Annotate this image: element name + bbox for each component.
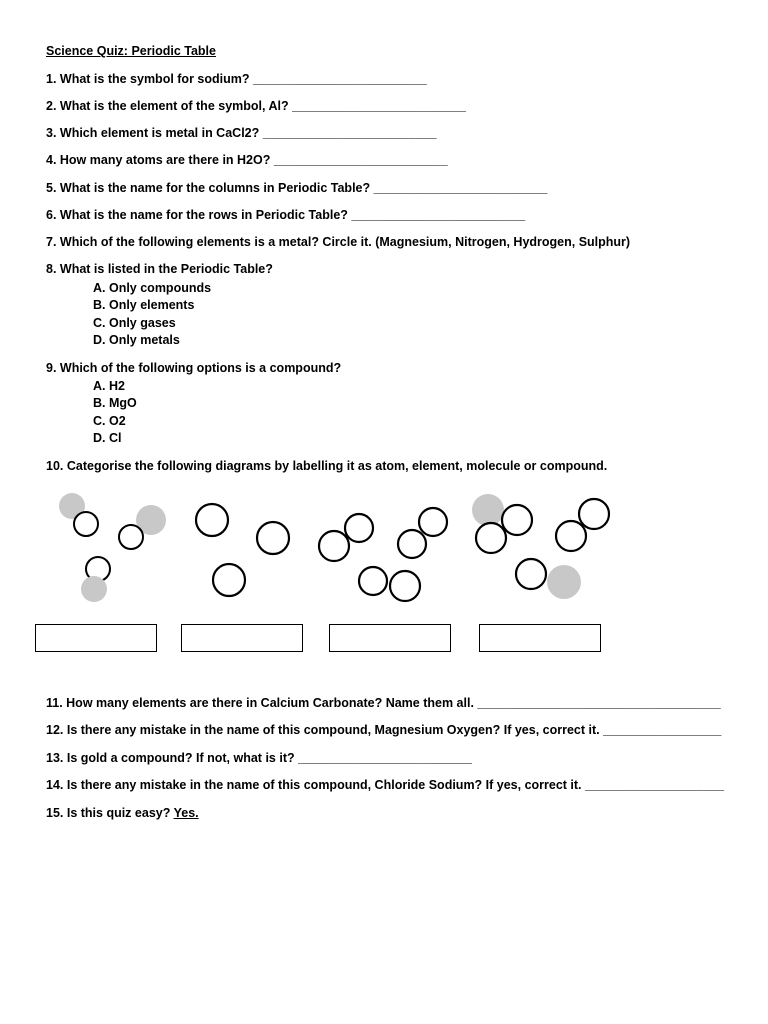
- question-text: 4. How many atoms are there in H2O?: [46, 153, 271, 167]
- diagram-3-molecule: [319, 508, 447, 601]
- question-2: [46, 99, 466, 113]
- diagram-4-compound: [472, 494, 609, 599]
- atom: [556, 521, 586, 551]
- diagram-2-element: [196, 504, 289, 596]
- question-text: 11. How many elements are there in Calcium Carbonate? Name them all.: [46, 696, 474, 710]
- option-d[interactable]: D. Cl: [93, 431, 122, 445]
- question-text: 14. Is there any mistake in the name of this compound, Chloride Sodium? If yes, correct it.: [46, 778, 582, 792]
- answer-blank[interactable]: _________________________: [298, 751, 472, 765]
- answer-blank[interactable]: _________________________: [252, 72, 427, 86]
- atom: [419, 508, 447, 536]
- question-7: [46, 235, 630, 249]
- question-9: [46, 361, 341, 375]
- answer-blank[interactable]: _________________________: [262, 126, 437, 140]
- atom: [579, 499, 609, 529]
- atom: [196, 504, 228, 536]
- question-text: 13. Is gold a compound? If not, what is it?: [46, 751, 295, 765]
- atom: [74, 512, 98, 536]
- question-12: [46, 723, 721, 737]
- quiz-title: Science Quiz: Periodic Table: [46, 44, 216, 58]
- question-3: [46, 126, 437, 140]
- question-text: 3. Which element is metal in CaCl2?: [46, 126, 260, 140]
- atom: [213, 564, 245, 596]
- option-c[interactable]: C. O2: [93, 414, 126, 428]
- question-15: [46, 806, 199, 820]
- option-b[interactable]: B. Only elements: [93, 298, 195, 312]
- answer-text[interactable]: Yes.: [173, 806, 199, 820]
- question-text: 12. Is there any mistake in the name of this compound, Magnesium Oxygen? If yes, correct it.: [46, 723, 600, 737]
- filled-atom: [81, 576, 107, 602]
- atom: [502, 505, 532, 535]
- question-10: [46, 459, 607, 473]
- question-text: 10. Categorise the following diagrams by labelling it as atom, element, molecule or compound.: [46, 459, 608, 473]
- atom: [345, 514, 373, 542]
- question-text: 15. Is this quiz easy?: [46, 806, 171, 820]
- question-4: [46, 153, 448, 167]
- question-text: 1. What is the symbol for sodium?: [46, 72, 250, 86]
- question-text: 5. What is the name for the columns in Periodic Table?: [46, 181, 371, 195]
- label-box-4[interactable]: [479, 624, 601, 652]
- question-14: [46, 778, 724, 792]
- answer-blank[interactable]: _________________________: [351, 208, 526, 222]
- filled-atom: [547, 565, 581, 599]
- option-c[interactable]: C. Only gases: [93, 316, 176, 330]
- atom: [398, 530, 426, 558]
- question-1: [46, 72, 427, 86]
- atom: [119, 525, 143, 549]
- question-text: 6. What is the name for the rows in Periodic Table?: [46, 208, 348, 222]
- question-text: 7. Which of the following elements is a metal? Circle it. (Magnesium, Nitrogen, Hydrogen, Sulphur): [46, 235, 631, 249]
- question-8: [46, 262, 273, 276]
- question-5: [46, 181, 547, 195]
- label-box-3[interactable]: [329, 624, 451, 652]
- question-text: 9. Which of the following options is a compound?: [46, 361, 342, 375]
- answer-blank[interactable]: ___________________________________: [477, 696, 721, 710]
- answer-blank[interactable]: _________________________: [373, 181, 548, 195]
- option-b[interactable]: B. MgO: [93, 396, 137, 410]
- question-6: [46, 208, 525, 222]
- option-a[interactable]: A. Only compounds: [93, 281, 212, 295]
- answer-blank[interactable]: _________________________: [273, 153, 448, 167]
- atom: [516, 559, 546, 589]
- question-text: 2. What is the element of the symbol, Al?: [46, 99, 289, 113]
- answer-blank[interactable]: _________________: [603, 723, 722, 737]
- atom: [390, 571, 420, 601]
- filled-atom: [472, 494, 504, 526]
- answer-blank[interactable]: ____________________: [585, 778, 725, 792]
- atom: [319, 531, 349, 561]
- option-d[interactable]: D. Only metals: [93, 333, 180, 347]
- question-text: 8. What is listed in the Periodic Table?: [46, 262, 273, 276]
- option-a[interactable]: A. H2: [93, 379, 125, 393]
- particle-diagrams: [0, 480, 768, 610]
- answer-blank[interactable]: _________________________: [292, 99, 466, 113]
- question-11: [46, 696, 721, 710]
- question-13: [46, 751, 472, 765]
- diagram-1-compound: [59, 493, 166, 602]
- atom: [476, 523, 506, 553]
- label-box-1[interactable]: [35, 624, 157, 652]
- atom: [359, 567, 387, 595]
- label-box-2[interactable]: [181, 624, 303, 652]
- atom: [257, 522, 289, 554]
